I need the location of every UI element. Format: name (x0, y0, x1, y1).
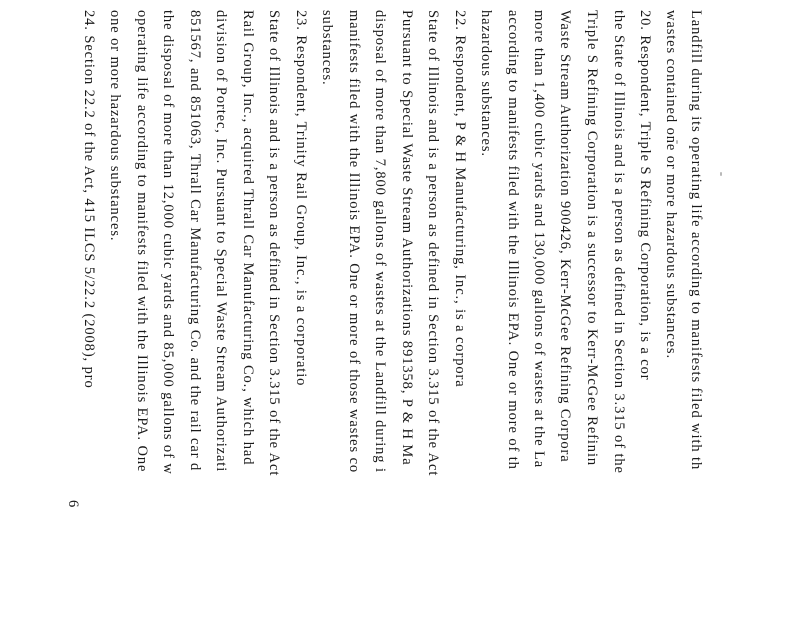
text-line: Triple S Refining Corporation is a successor to Kerr-McGee Refinin (584, 10, 600, 467)
text-line: the disposal of more than 12,000 cubic yards and 85,000 gallons of w (160, 10, 176, 475)
text-line: State of Illinois and is a person as defined in Section 3.315 of the Act (425, 10, 441, 477)
text-line: according to manifests filed with the Illinois EPA. One or more of th (505, 10, 521, 470)
text-line: 851567, and 851063, Thrall Car Manufacturing Co. and the rail car d (187, 10, 203, 472)
text-line: Rail Group, Inc., acquired Thrall Car Manufacturing Co., which had (240, 10, 256, 466)
text-line: Pursuant to Special Waste Stream Authorizations 891358, P & H Ma (399, 10, 415, 466)
text-line: Landfill during its operating life according to manifests filed with th (688, 10, 704, 471)
text-line: 20. Respondent, Triple S Refining Corporation, is a cor (637, 10, 653, 381)
text-line: State of Illinois and is a person as defined in Section 3.315 of the Act (266, 10, 282, 477)
page-number: 6 (65, 500, 81, 509)
text-line: 23. Respondent, Trinity Rail Group, Inc., is a corporatio (293, 10, 309, 387)
text-line: Waste Stream Authorization 900426, Kerr-McGee Refining Corpora (557, 10, 573, 463)
text-line: the State of Illinois and is a person as defined in Section 3.315 of the (611, 10, 627, 474)
text-line: disposal of more than 7,800 gallons of wastes at the Landfill during i (372, 10, 388, 473)
text-line: wastes contained one or more hazardous substances. (663, 10, 679, 359)
text-line: substances. (319, 10, 335, 86)
text-line: more than 1,400 cubic yards and 130,000 gallons of wastes at the La (531, 10, 547, 469)
scan-speck (720, 172, 722, 176)
text-line: one or more hazardous substances. (107, 10, 123, 242)
text-line: hazardous substances. (478, 10, 494, 157)
text-line: operating life according to manifests filed with the Illinois EPA. One (134, 10, 150, 473)
text-line: division of Portec, Inc. Pursuant to Special Waste Stream Authorizati (213, 10, 229, 473)
text-line: manifests filed with the Illinois EPA. One or more of those wastes co (346, 10, 362, 474)
text-line: 24. Section 22.2 of the Act, 415 ILCS 5/22.2 (2008), pro (81, 10, 97, 389)
text-line: 22. Respondent, P & H Manufacturing, Inc., is a corpora (452, 10, 468, 388)
